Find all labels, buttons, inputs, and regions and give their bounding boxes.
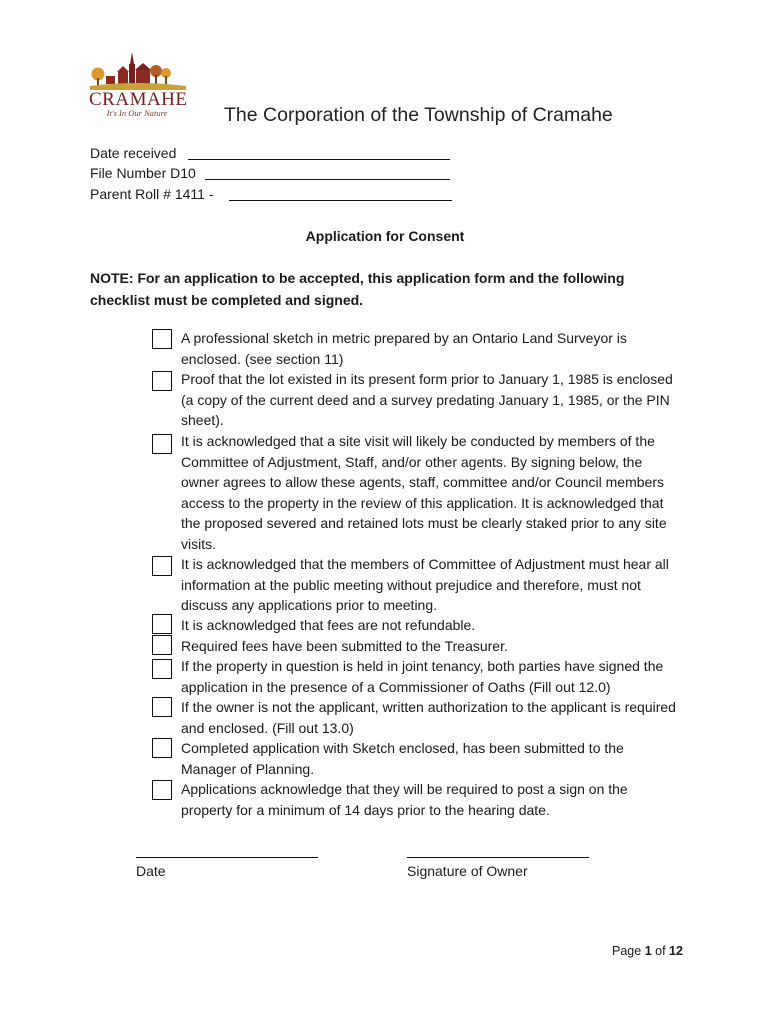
page-total: 12 xyxy=(669,944,683,958)
date-received-field xyxy=(90,145,176,161)
checklist-item: Proof that the lot existed in its present form prior to January 1, 1985 is enclosed (a copy of the current deed and a survey predating January 1, 1985, or the PIN sheet). xyxy=(181,371,673,428)
of-word: of xyxy=(655,944,666,958)
checkbox-owner-authorization[interactable] xyxy=(152,697,172,717)
page-word: Page xyxy=(612,944,642,958)
checklist-item: Required fees have been submitted to the Treasurer. xyxy=(181,638,508,654)
checkbox-fees-nonrefundable[interactable] xyxy=(152,614,172,634)
checklist-item: Applications acknowledge that they will be required to post a sign on the property for a minimum of 14 days prior to the hearing date. xyxy=(181,781,628,818)
date-signature-label: Date xyxy=(136,863,166,879)
date-signature-line[interactable] xyxy=(136,857,318,858)
form-title: Application for Consent xyxy=(305,228,465,244)
checkbox-no-prejudice[interactable] xyxy=(152,556,172,576)
checklist-item: It is acknowledged that the members of Committee of Adjustment must hear all information at the public meeting without prejudice and therefore, must not discuss any applications prior to meeting. xyxy=(181,556,669,613)
parent-roll-field xyxy=(90,186,213,202)
date-received-label: Date received xyxy=(90,145,177,161)
checkbox-completed-application[interactable] xyxy=(152,738,172,758)
owner-signature-label: Signature of Owner xyxy=(407,863,528,879)
page-title: The Corporation of the Township of Cramahe xyxy=(224,104,613,126)
file-number-label: File Number D10 xyxy=(90,165,196,181)
checklist-item: If the property in question is held in joint tenancy, both parties have signed the application in the presence of a Commissioner of Oaths (Fill out 12.0) xyxy=(181,658,664,695)
note-text: NOTE: For an application to be accepted, this application form and the following checklist must be completed and signed. xyxy=(90,270,625,308)
checklist-item: A professional sketch in metric prepared by an Ontario Land Surveyor is enclosed. (see section 11) xyxy=(181,330,627,367)
checklist-item: It is acknowledged that fees are not refundable. xyxy=(181,617,476,633)
page-number xyxy=(612,944,683,958)
checkbox-fees-submitted[interactable] xyxy=(152,635,172,655)
checklist-item: Completed application with Sketch enclosed, has been submitted to the Manager of Planning. xyxy=(181,740,624,777)
checkbox-site-visit[interactable] xyxy=(152,434,172,454)
checkbox-survey-sketch[interactable] xyxy=(152,329,172,349)
owner-signature-line[interactable] xyxy=(407,857,589,858)
checklist-item: It is acknowledged that a site visit will likely be conducted by members of the Committee of Adjustment, Staff, and/or other agents. By signing below, the owner agrees to allow these agents, staff, committee and/or Council members access to the property in the review of this application. It is acknowledged that the proposed severed and retained lots must be clearly staked prior to any site visits. xyxy=(181,433,667,552)
logo-tagline: It's In Our Nature xyxy=(106,108,168,118)
checklist-item: If the owner is not the applicant, written authorization to the applicant is required and enclosed. (Fill out 13.0) xyxy=(181,699,676,736)
parent-roll-label: Parent Roll # 1411 - xyxy=(90,186,214,202)
file-number-field xyxy=(90,165,196,181)
page-current: 1 xyxy=(644,944,652,958)
checkbox-joint-tenancy[interactable] xyxy=(152,659,172,679)
checkbox-lot-proof[interactable] xyxy=(152,371,172,391)
checkbox-post-sign[interactable] xyxy=(152,780,172,800)
logo-wordmark: CRAMAHE xyxy=(89,89,188,110)
